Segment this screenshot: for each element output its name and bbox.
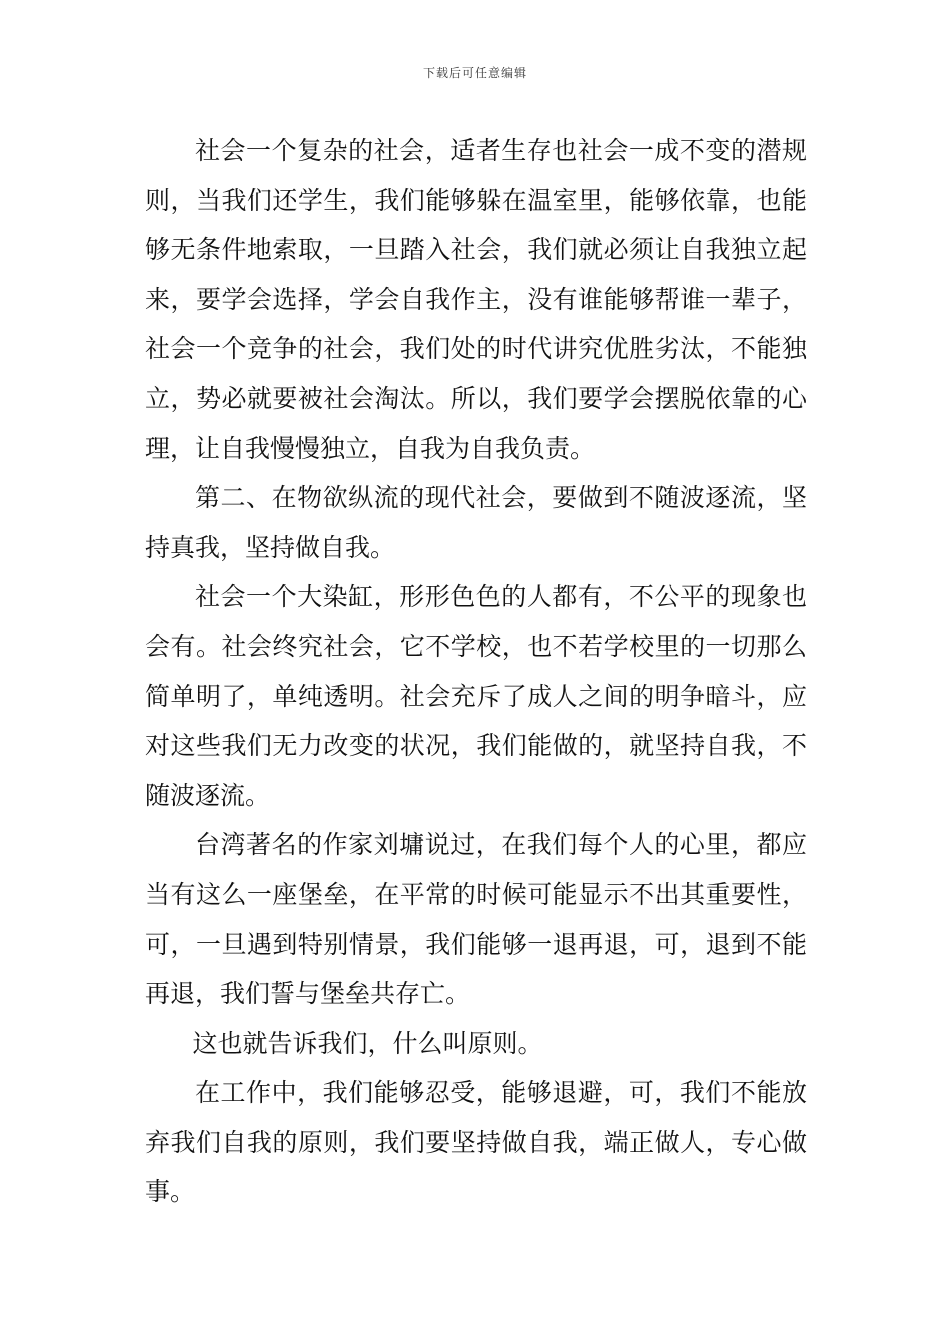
paragraph-5: 这也就告诉我们，什么叫原则。 bbox=[192, 1028, 543, 1058]
page-header: 下载后可任意编辑 bbox=[422, 66, 527, 80]
paragraph-1: 社会一个复杂的社会，适者生存也社会一成不变的潜规则，当我们还学生，我们能够躲在温室里，能够依靠，也能够无条件地索取，一旦踏入社会，我们就必须让自我独立起来，要学会选择，学会自我作主，没有谁能够帮谁一辈子，社会一个竞争的社会，我们处的时代讲究优胜劣汰，不能独立，势必就要被社会淘汰。所以，我们要学会摆脱依靠的心理，让自我慢慢独立，自我为自我负责。 bbox=[145, 136, 807, 463]
paragraph-6: 在工作中，我们能够忍受，能够退避，可，我们不能放弃我们自我的原则，我们要坚持做自我，端正做人，专心做事。 bbox=[145, 1078, 807, 1207]
paragraph-3: 社会一个大染缸，形形色色的人都有，不公平的现象也会有。社会终究社会，它不学校，也不若学校里的一切那么简单明了，单纯透明。社会充斥了成人之间的明争暗斗，应对这些我们无力改变的状况，我们能做的，就坚持自我，不随波逐流。 bbox=[145, 582, 807, 810]
document-body bbox=[145, 126, 807, 1217]
paragraph-2: 第二、在物欲纵流的现代社会，要做到不随波逐流，坚持真我，坚持做自我。 bbox=[145, 483, 807, 562]
paragraph-4: 台湾著名的作家刘墉说过，在我们每个人的心里，都应当有这么一座堡垒，在平常的时候可能显示不出其重要性，可，一旦遇到特别情景，我们能够一退再退，可，退到不能再退，我们誓与堡垒共存亡。 bbox=[145, 830, 807, 1009]
